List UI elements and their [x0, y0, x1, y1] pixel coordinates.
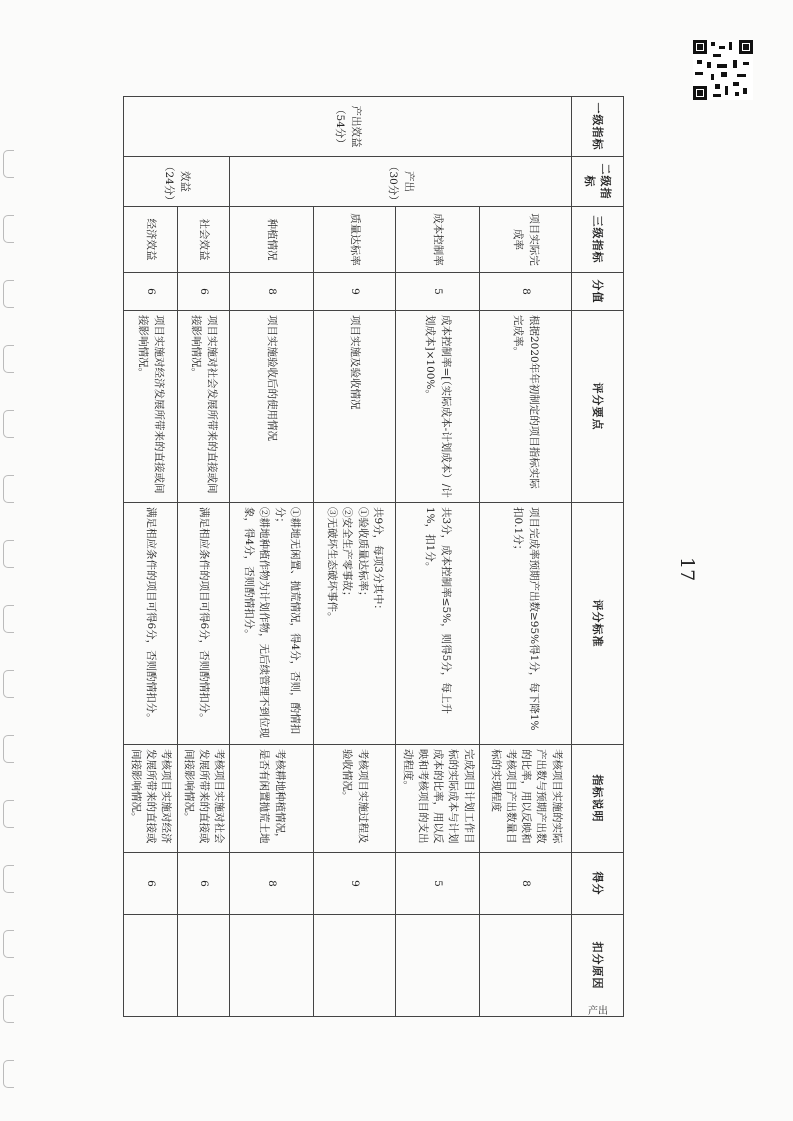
header-level1: 一级指标 [572, 97, 624, 157]
header-criteria: 评分标准 [572, 503, 624, 745]
header-score: 得分 [572, 853, 624, 915]
header-deduction-reason: 扣分原因 [572, 915, 624, 1017]
criteria-cell: 项目完成率预期产出数≥95%得1分，每下降1%扣0.1分； [480, 503, 572, 745]
header-score-value: 分值 [572, 273, 624, 311]
score-cell: 9 [314, 853, 396, 915]
level2-benefit-cell: 效益（24分） [124, 157, 230, 207]
deduction-reason-cell [124, 915, 178, 1017]
table-row [396, 97, 480, 1017]
deduction-reason-cell [396, 915, 480, 1017]
score-cell: 5 [396, 853, 480, 915]
table-row [178, 97, 230, 1017]
key-points-cell: 项目实施及验收情况 [314, 311, 396, 503]
criteria-cell [230, 503, 314, 745]
explanation-cell: 考核项目实施的实际产出数与预期产出数的比率，用以反映和考核项目产出数量目标的实现程度 [480, 745, 572, 853]
score-value-cell: 8 [230, 273, 314, 311]
explanation-cell: 考核项目实施过程及验收情况。 [314, 745, 396, 853]
table-row [230, 97, 314, 1017]
deduction-reason-cell [178, 915, 230, 1017]
key-points-cell: 根据2020年年初制定的项目指标实际完成率。 [480, 311, 572, 503]
key-points-cell: 项目实施对社会发展所带来的直接或间接影响情况。 [178, 311, 230, 503]
criteria-cell: 共3分，成本控制率≤5%，则得5分，每上升1%，扣1分。 [396, 503, 480, 745]
deduction-reason-cell [314, 915, 396, 1017]
table-header-row [572, 97, 624, 1017]
explanation-cell: 考核耕地种植情况，是否有闲置抛荒土地 [230, 745, 314, 853]
score-cell: 8 [230, 853, 314, 915]
score-cell: 6 [124, 853, 178, 915]
header-explanation: 指标说明 [572, 745, 624, 853]
header-level2: 二级指标 [572, 157, 624, 207]
deduction-reason-cell [480, 915, 572, 1017]
key-points-cell: 项目实施验收后的使用情况 [230, 311, 314, 503]
evaluation-table-container [124, 96, 624, 1016]
level3-cell: 项目实际完成率 [480, 207, 572, 273]
explanation-cell: 考核项目实施对社会发展所带来的直接或间接影响情况。 [178, 745, 230, 853]
score-value-cell: 6 [124, 273, 178, 311]
header-level3: 三级指标 [572, 207, 624, 273]
explanation-cell: 完成项目计划工作目标的实际成本与计划成本的比率，用以反映和考核项目的支出动程度。 [396, 745, 480, 853]
key-points-cell: 项目实施对经济发展所带来的直接或间接影响情况。 [124, 311, 178, 503]
score-cell: 6 [178, 853, 230, 915]
score-value-cell: 8 [480, 273, 572, 311]
table-row [480, 97, 572, 1017]
score-value-cell: 5 [396, 273, 480, 311]
criteria-line: ②耕地种植作物为计划作物，无后续管理不到位现象，得4分，否则酌情扣分。 [243, 507, 271, 738]
key-points-cell: 成本控制率=[（实际成本-计划成本）/计划成本]×100%。 [396, 311, 480, 503]
criteria-line: ②安全生产零事故； [341, 507, 354, 602]
criteria-line: 共9分，每项3分其中： [371, 507, 384, 615]
score-cell: 8 [480, 853, 572, 915]
level3-cell: 社会效益 [178, 207, 230, 273]
bottom-corner-label: 产出 [588, 1006, 608, 1017]
level3-cell: 经济效益 [124, 207, 178, 273]
explanation-cell: 考核项目实施对经济发展所带来的直接或间接影响情况。 [124, 745, 178, 853]
level3-cell: 成本控制率 [396, 207, 480, 273]
header-key-points: 评分要点 [572, 311, 624, 503]
criteria-line: ①耕地无闲置、抛荒情况，得4分，否则，酌情扣分； [273, 507, 301, 735]
qr-code-image [693, 40, 753, 100]
table-row [124, 97, 178, 1017]
criteria-line: ③无破坏生态破坏事件。 [326, 507, 339, 623]
criteria-cell [314, 503, 396, 745]
level3-cell: 质量达标率 [314, 207, 396, 273]
criteria-line: ①验收质量达标率； [356, 507, 369, 602]
score-value-cell: 9 [314, 273, 396, 311]
score-value-cell: 6 [178, 273, 230, 311]
level1-output-benefit-cell: 产出效益（54分） [124, 97, 572, 157]
page-number: 17 [676, 557, 698, 582]
deduction-reason-cell [230, 915, 314, 1017]
level2-output-cell: 产出（30分） [230, 157, 572, 207]
criteria-cell: 满足相应条件的项目可得6分，否则酌情扣分。 [178, 503, 230, 745]
evaluation-table [123, 96, 624, 1017]
binding-holes [0, 0, 22, 1121]
criteria-cell: 满足相应条件的项目可得6分，否则酌情扣分。 [124, 503, 178, 745]
table-row [314, 97, 396, 1017]
level3-cell: 种植情况 [230, 207, 314, 273]
